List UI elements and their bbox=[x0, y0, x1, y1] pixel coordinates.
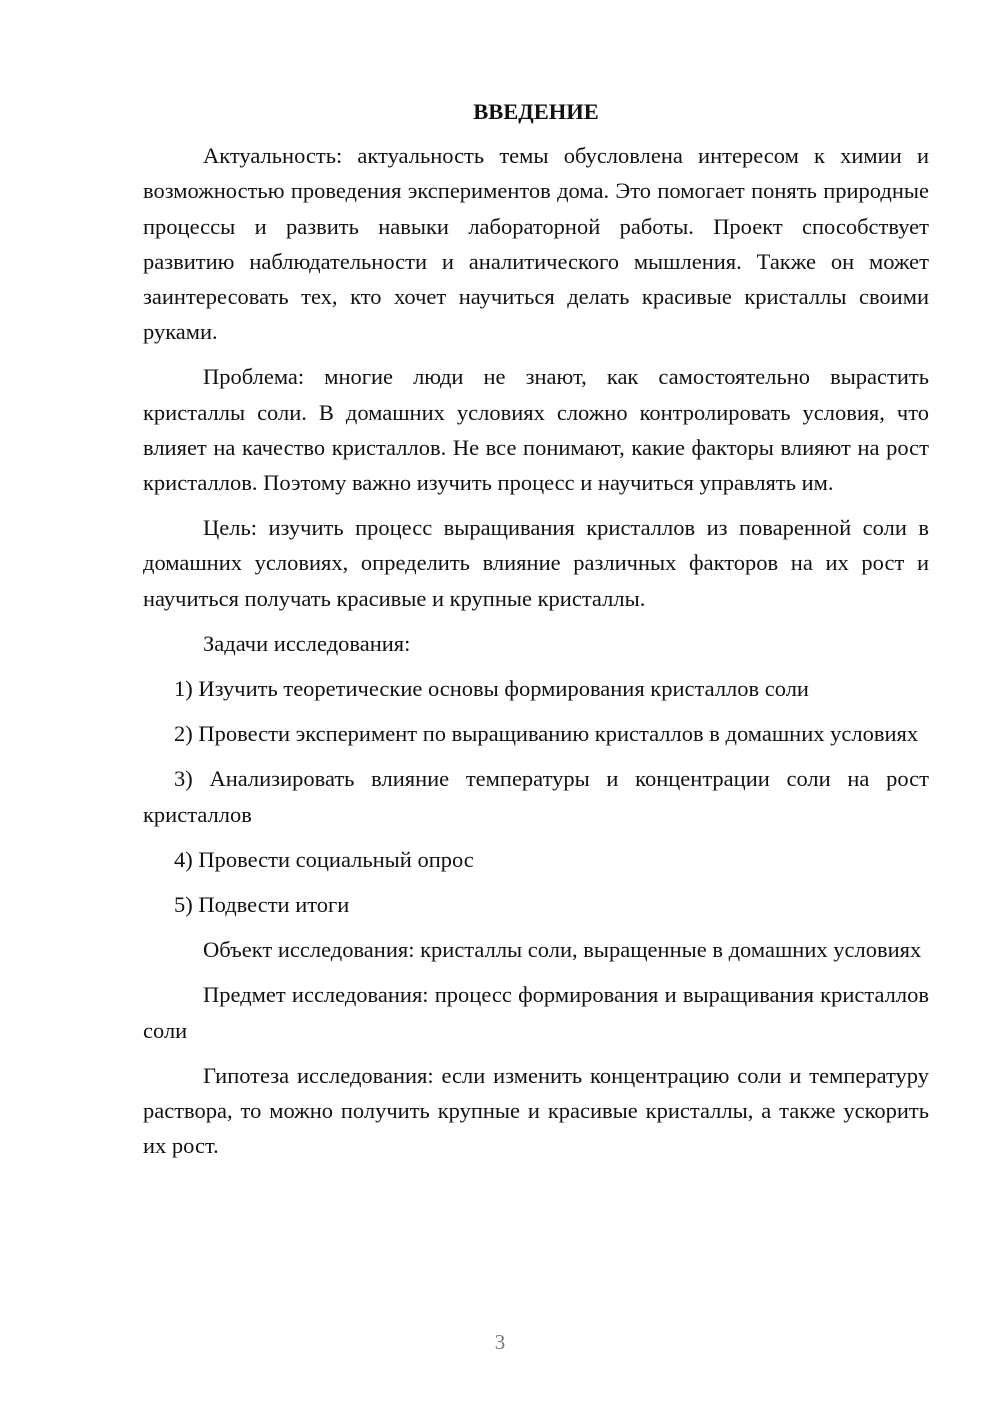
paragraph-hypothesis: Гипотеза исследования: если изменить концентрацию соли и температуру раствора, то можно получить крупные и красивые кристаллы, а также ускорить их рост. bbox=[143, 1062, 929, 1159]
page-title: ВВЕДЕНИЕ bbox=[473, 99, 599, 124]
page-number: 3 bbox=[494, 1330, 506, 1354]
paragraph-goal: Цель: изучить процесс выращивания кристаллов из поваренной соли в домашних условиях, определить влияние различных факторов на их рост и научиться получать красивые и крупные кристаллы. bbox=[143, 515, 929, 611]
task-item: 4) Провести социальный опрос bbox=[174, 846, 474, 872]
task-item: 1) Изучить теоретические основы формирования кристаллов соли bbox=[174, 676, 809, 702]
task-item: 3) Анализировать влияние температуры и концентрации соли на рост кристаллов bbox=[143, 766, 929, 827]
paragraph-object: Объект исследования: кристаллы соли, выращенные в домашних условиях bbox=[203, 937, 922, 963]
task-item: 5) Подвести итоги bbox=[174, 892, 350, 918]
paragraph-problem: Проблема: многие люди не знают, как самостоятельно вырастить кристаллы соли. В домашних условиях сложно контролировать условия, что влияет на качество кристаллов. Не все понимают, какие факторы влияют на рост кристаллов. Поэтому важно изучить процесс и научиться управлять им. bbox=[143, 364, 929, 496]
page-content bbox=[143, 94, 929, 1173]
paragraph-relevance: Актуальность: актуальность темы обусловлена интересом к химии и возможностью проведения экспериментов дома. Это помогает понять природные процессы и развить навыки лабораторной работы. Проект способствует развитию наблюдательности и аналитического мышления. Также он может заинтересовать тех, кто хочет научиться делать красивые кристаллы своими руками. bbox=[143, 143, 929, 345]
task-item: 2) Провести эксперимент по выращиванию кристаллов в домашних условиях bbox=[174, 721, 919, 747]
paragraph-subject: Предмет исследования: процесс формирования и выращивания кристаллов соли bbox=[143, 982, 929, 1043]
task-list bbox=[143, 671, 929, 922]
tasks-heading: Задачи исследования: bbox=[203, 630, 411, 656]
